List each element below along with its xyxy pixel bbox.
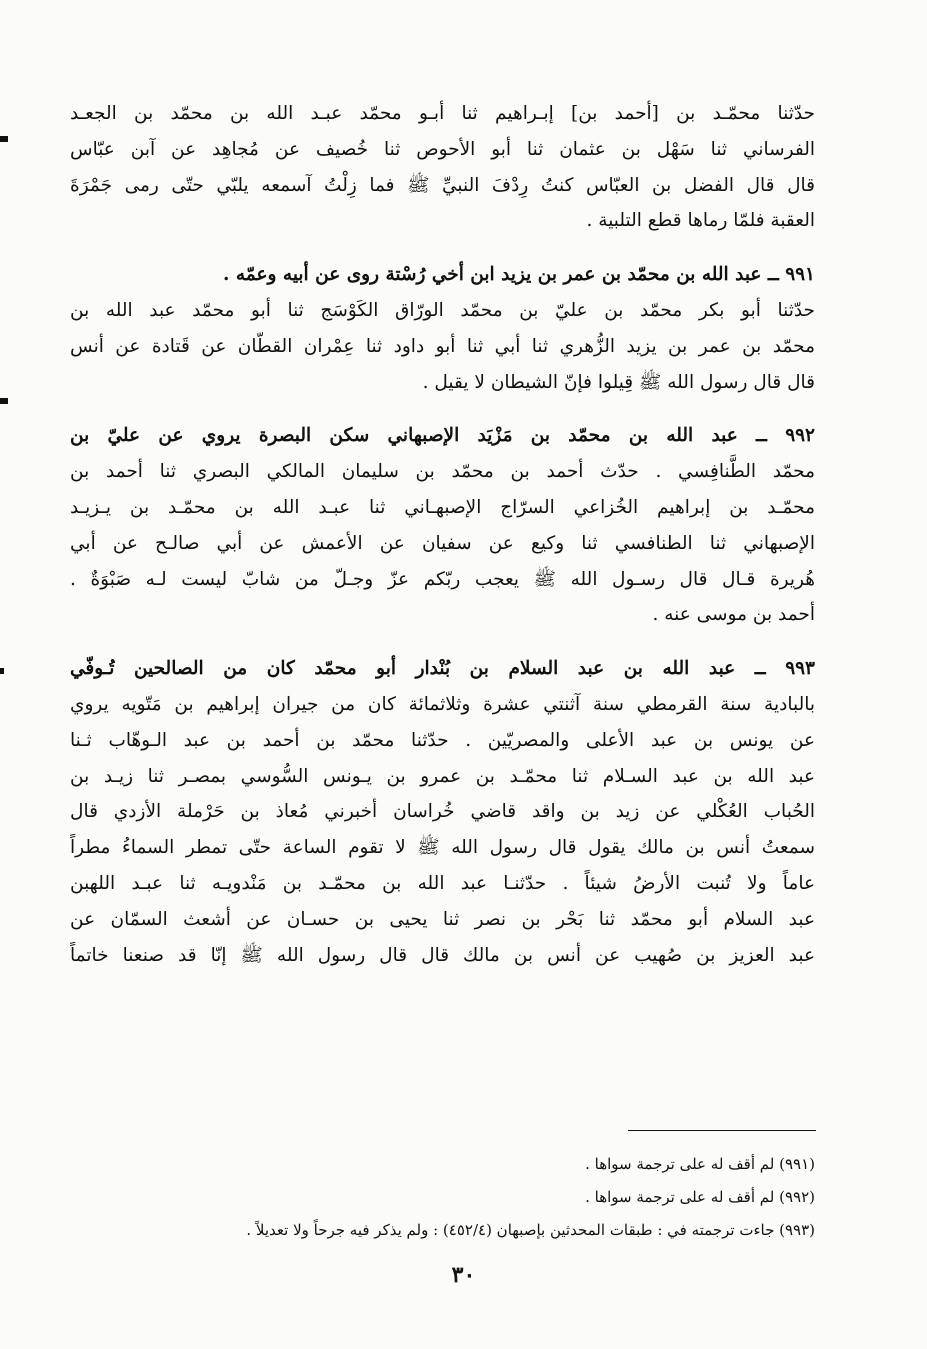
text-line: قال قال الفضل بن العبّاس كنتُ رِدْفَ النبيِّ ﷺ فما زِلْتُ آسمعه يلبّي حتّى رمى جَمْرَةَ	[70, 174, 815, 196]
page-number: ٣٠	[451, 1262, 476, 1288]
text-line: بالبادية سنة القرمطي سنة آثنتي عشرة وثلاثمائة كان من جيران إبراهيم بن مَتّويه يروي	[70, 693, 815, 715]
text-line: عبد السلام أبو محمّد ثنا بَحْر بن نصر ثنا يحيى بن حسـان عن أشعث السمّان عن	[70, 908, 815, 930]
text-line: عبد الله بن عبد السـلام ثنا محمّـد بن عمرو بن يـونس السُّوسي بمصـر ثنا زيـد بن	[70, 765, 815, 787]
margin-mark	[0, 136, 8, 142]
text-line: حدّثنا أبو بكر محمّد بن عليّ بن محمّد الورّاق الكَوْسَج ثنا أبو محمّد عبد الله بن	[70, 299, 815, 321]
entry-993	[70, 651, 815, 973]
text-line: عاماً ولا تُنبت الأرضُ شيئاً . حدّثنـا عبد الله بن محمّـد بن مَنْدويـه ثنا عبـد اللهبن	[70, 872, 815, 894]
entry-991	[70, 257, 815, 400]
text-line: قال قال رسول الله ﷺ قِيلوا فإنّ الشيطان لا يقيل .	[422, 371, 815, 393]
text-line: الحُباب العُكْلي عن زيد بن واقد قاضي خُراسان أخبرني مُعاذ بن حَرْملة الأزدي قال	[70, 801, 815, 823]
entry-992	[70, 418, 815, 633]
margin-mark	[0, 398, 8, 404]
footnote-993: (٩٩٣) جاءت ترجمته في : طبقات المحدثين بإصبهان (٤٥٢/٤) : ولم يذكر فيه جرحاً ولا تعديلاً .	[246, 1221, 815, 1239]
text-line: الفرساني ثنا سَهْل بن عثمان ثنا أبو الأحوص ثنا خُصيف عن مُجاهِد عن آبن عبّاس	[70, 138, 815, 160]
paragraph-continuation	[70, 96, 815, 239]
margin-mark	[0, 668, 4, 674]
text-line: محمّد بن عمر بن يزيد الزُّهري ثنا أبي ثنا أبو داود ثنا عِمْران القطّان عن قَتادة عن أنس	[70, 335, 815, 357]
text-line: العقبة فلمّا رماها قطع التلبية .	[586, 210, 815, 232]
footnote-992: (٩٩٢) لم أقف له على ترجمة سواها .	[585, 1188, 815, 1206]
entry-heading: ٩٩٢ ــ عبد الله بن محمّد بن مَزْيَد الإصبهاني سكن البصرة يروي عن عليّ بن	[70, 425, 815, 447]
entry-heading: ٩٩٣ ــ عبد الله بن عبد السلام بن بُنْدار أبو محمّد كان من الصالحين تُـوفّي	[70, 658, 815, 680]
footnote-separator	[628, 1130, 816, 1131]
text-line: سمعتُ أنس بن مالك يقول قال رسول الله ﷺ لا تقوم الساعة حتّى تمطر السماءُ مطراً	[70, 837, 815, 859]
page-body	[70, 96, 815, 991]
text-line: محمّـد بن إبراهيم الخُزاعي السرّاج الإصبهـاني ثنا عبـد الله بن محمّـد بن يـزيـد	[70, 496, 815, 518]
footnotes	[70, 1148, 815, 1247]
text-line: الإصبهاني ثنا الطنافسي ثنا وكيع عن سفيان عن الأعمش عن أبي صالـح عن أبي	[70, 532, 815, 554]
text-line: حدّثنا محمّـد بن [أحمد بن] إبـراهيم ثنا أبـو محمّد عبـد الله بن محمّد بن الجعـد	[70, 103, 815, 124]
text-line: عن يونس بن عبد الأعلى والمصريّين . حدّثنا محمّد بن أحمد بن عبد الـوهّاب ثـنا	[70, 729, 815, 751]
text-line: هُريرة قـال قال رسـول الله ﷺ يعجب ربّكم عزّ وجـلّ من شابّ ليست لـه صَبْوَةٌ .	[70, 568, 815, 590]
text-line: أحمد بن موسى عنه .	[652, 604, 815, 626]
entry-heading: ٩٩١ ــ عبد الله بن محمّد بن عمر بن يزيد ابن أخي رُسْتة روى عن أبيه وعمّه .	[223, 264, 815, 286]
text-line: محمّد الطَّنافِسي . حدّث أحمد بن محمّد بن سليمان المالكي البصري ثنا أحمد بن	[70, 461, 815, 483]
footnote-991: (٩٩١) لم أقف له على ترجمة سواها .	[585, 1155, 815, 1173]
text-line: عبد العزيز بن صُهيب عن أنس بن مالك قال قال رسول الله ﷺ إنّا قد صنعنا خاتماً	[70, 944, 815, 966]
